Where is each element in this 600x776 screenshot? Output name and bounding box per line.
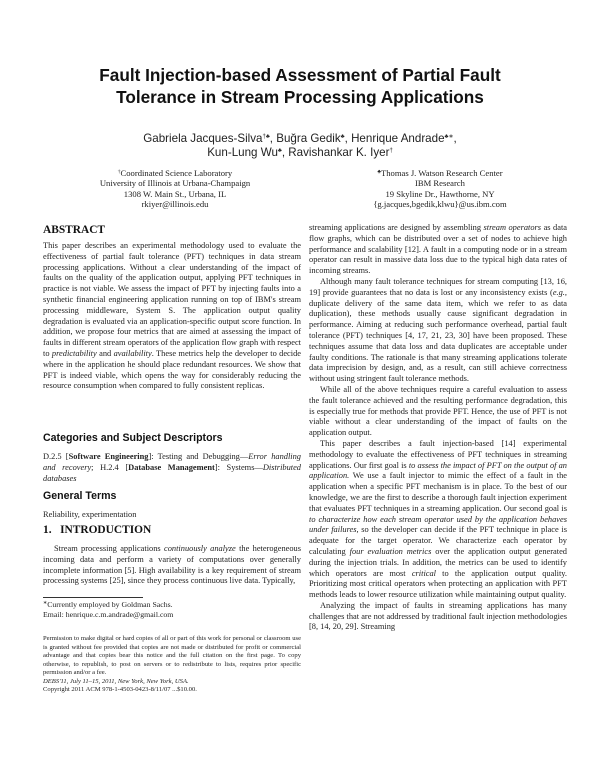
title-line-2: Tolerance in Stream Processing Applications [116,87,484,107]
author-name: Gabriela Jacques-Silva [143,132,263,145]
emphasis: Distributed databases [43,462,301,483]
affiliation-lab: Coordinated Science Laboratory [120,168,233,178]
affiliation-university: University of Illinois at Urbana-Champaign [99,178,251,189]
abstract-body [43,241,301,392]
author-separator: , [453,132,457,145]
footnote-text: Currently employed by Goldman Sachs. [47,600,173,609]
text-run: D.2.5 [ [43,452,69,461]
bold-run: Database Management [128,462,215,472]
affiliation-uiuc [45,167,305,210]
affiliation-mark: ♣ [377,169,381,175]
emphasis: critical [411,568,437,578]
introduction-heading: 1. INTRODUCTION [43,524,152,536]
affiliation-ibm [310,167,570,210]
general-terms-heading: General Terms [43,490,117,502]
footnote [43,599,301,619]
permission-notice [43,635,301,695]
general-terms-body [43,510,301,521]
venue-line [43,678,301,687]
text-run: Although many fault tolerance techniques for stream computing [13, 16, 19] provide guarantees that no data is lost or any inconsistency exists ( [309,276,567,297]
emphasis: to assess the impact of PFT on the output of an application. [309,460,567,481]
text-run: . These metrics help the developer to decide where in the application he should place redundant resources. We show that PFT is indeed viable, which opens the way for considerably reducing the resource consumption when compared to fully consistent replicas. [43,348,302,391]
author-separator: , [269,132,277,145]
author-name: Henrique Andrade [351,132,445,145]
author-affil-mark: †♣ [262,134,270,140]
emphasis: e.g. [552,287,565,297]
introduction-body [43,544,301,587]
text-run: ]: Testing and Debugging— [148,452,249,461]
emphasis: to characterize how each stream operator used by the application behaves under failures [309,514,567,535]
footnote-mark: ∗ [43,601,48,606]
affiliation-line [45,167,305,178]
affiliation-address: 1308 W. Main St., Urbana, IL [123,188,227,199]
emphasis: continuously analyze [164,544,236,553]
abstract-paragraph [43,241,301,392]
body-paragraph: Analyzing the impact of faults in streaming applications has many challenges that are not addressed by traditional fault injection methodologies [8, 14, 20, 29]. Streaming [309,600,567,632]
text-run: We use a fault injector to mimic the effect of a fault in the application when a specific PFT mechanism is in place. To the best of our knowledge, we are the first to describe a thorough fault injection experiment that evaluates PFT techniques in a streaming application. Our second goal is [309,471,567,513]
intro-paragraph [43,544,301,587]
emphasis: availability [113,348,152,358]
emphasis: stream operators [483,223,542,232]
body-paragraph [309,439,567,601]
text-run: to the application output quality. Prioritizing most critical operators when protecting an application with PFT methods leads to lower resource utilization while maintaining output quality. [309,568,568,600]
author-line-2 [0,145,600,159]
author-name: Buğra Gedik [276,132,341,145]
affiliation-address: 19 Skyline Dr., Hawthorne, NY [385,188,495,199]
footnote-divider [43,597,143,598]
author-list [0,131,600,159]
author-separator: , [344,132,352,145]
affiliation-email: rkiyer@illinois.edu [141,199,209,210]
author-affil-mark: ♣ [277,148,282,154]
text-run: , so the developer can decide if the PFT technique in place is adequate for the target operator. We characterize each operator by calculating [309,525,567,556]
author-affil-mark: † [389,148,393,154]
paper-title [0,64,600,108]
text-run: as data flow graphs, which can be distributed over a set of nodes to achieve high performance and scalability [12]. A fault in a computing node or in a stream operator can result in massive data loss due to the typical high data rates of incoming streams. [309,223,567,276]
text-run: streaming applications are designed by assembling [309,223,484,232]
footnote-line [43,599,301,610]
text-run: and [96,348,114,358]
emphasis: four evaluation metrics [349,546,432,556]
text-run: , duplicate delivery of the same data item, which we refer to as data duplication), these methods usually cause significant degradation in performance. Aiming at reducing such performance overhead, partial fault tolerance (PFT) techniques [4, 17, 21, 23, 30] have been proposed. These techniques assume that data loss and data duplicates are acceptable under faulty conditions. The rationale is that many streaming applications tolerate data imprecision by design, and, as a result, can still achieve correctness without using stringent fault tolerance methods. [309,287,567,384]
author-affil-mark: ♣ [340,134,345,140]
text-run: Stream processing applications [54,544,165,553]
affiliation-mark: † [117,169,121,175]
text-run: ]: Systems— [214,462,263,472]
body-paragraph [309,277,567,385]
text-run: This paper describes a fault injection-based [14] experimental methodology to evaluate the effectiveness of PFT techniques in streaming applications. Our first goal is [309,438,567,470]
title-line-1: Fault Injection-based Assessment of Partial Fault [99,65,501,85]
emphasis: predictability [51,348,97,358]
text-run: ; H.2.4 [ [91,462,129,472]
body-paragraph [309,223,567,277]
bold-run: Software Engineering [68,452,149,461]
footnote-email: Email: henrique.c.m.andrade@gmail.com [43,609,174,619]
affiliation-line [310,167,570,178]
right-column-body [309,223,567,633]
text-run: the heterogeneous incoming data and perform a variety of computations over generally incomplete information [5]. High availability is a key requirement of stream processing systems [25], since they process continuous live data. Typically, [43,544,301,586]
author-name: Kun-Lung Wu [207,146,278,159]
text-run: This paper describes an experimental methodology used to evaluate the effectiveness of partial fault tolerance (PFT) techniques in data stream processing applications. Without a clear understanding of the impact of faults on the quality of the application output, applying PFT techniques in practice is not viable. We assess the impact of PFT by injecting faults into a synthetic financial engineering application running on top of IBM's stream processing middleware, System S. The application output quality degradation is evaluated via an application-specific output score function. In addition, we propose four metrics that are aimed at assessing the impact of faults in different stream operators of the application flow graph with respect to [43,241,301,358]
affiliation-lab: Thomas J. Watson Research Center [381,168,503,178]
categories-body [43,452,301,484]
author-line-1 [0,131,600,145]
copyright-line: Copyright 2011 ACM 978-1-4503-0423-8/11/07 ...$10.00. [43,686,197,693]
abstract-heading: ABSTRACT [43,224,106,236]
venue-text: DEBS'11, July 11–15, 2011, New York, New York, USA. [43,677,189,685]
general-terms-text: Reliability, experimentation [43,510,137,519]
categories-heading: Categories and Subject Descriptors [43,432,223,444]
author-name: Ravishankar K. Iyer [288,146,390,159]
affiliation-email: {g.jacques,bgedik,klwu}@us.ibm.com [373,199,507,210]
categories-paragraph [43,452,301,484]
body-paragraph: While all of the above techniques require a careful evaluation to assess the fault tolerance achieved and the resulting performance degradation, this is especially true for methods that provide PFT. Hence, the use of PFT is not viable without a clear understanding of the impact of faults on the application output. [309,384,567,438]
text-run: over the application output generated during the injection trials. In addition, the metrics can be used to identify which operators are most [309,546,567,578]
author-separator: , [281,146,289,159]
permission-text: Permission to make digital or hard copies of all or part of this work for personal or classroom use is granted without fee provided that copies are not made or distributed for profit or commercial advantage and that copies bear this notice and the full citation on the first page. To copy otherwise, to republish, to post on servers or to redistribute to lists, requires prior specific permission and/or a fee. [43,635,301,676]
author-affil-mark: ♣∗ [444,134,454,140]
emphasis: Error handling and recovery [43,452,301,472]
affiliation-org: IBM Research [415,178,465,189]
